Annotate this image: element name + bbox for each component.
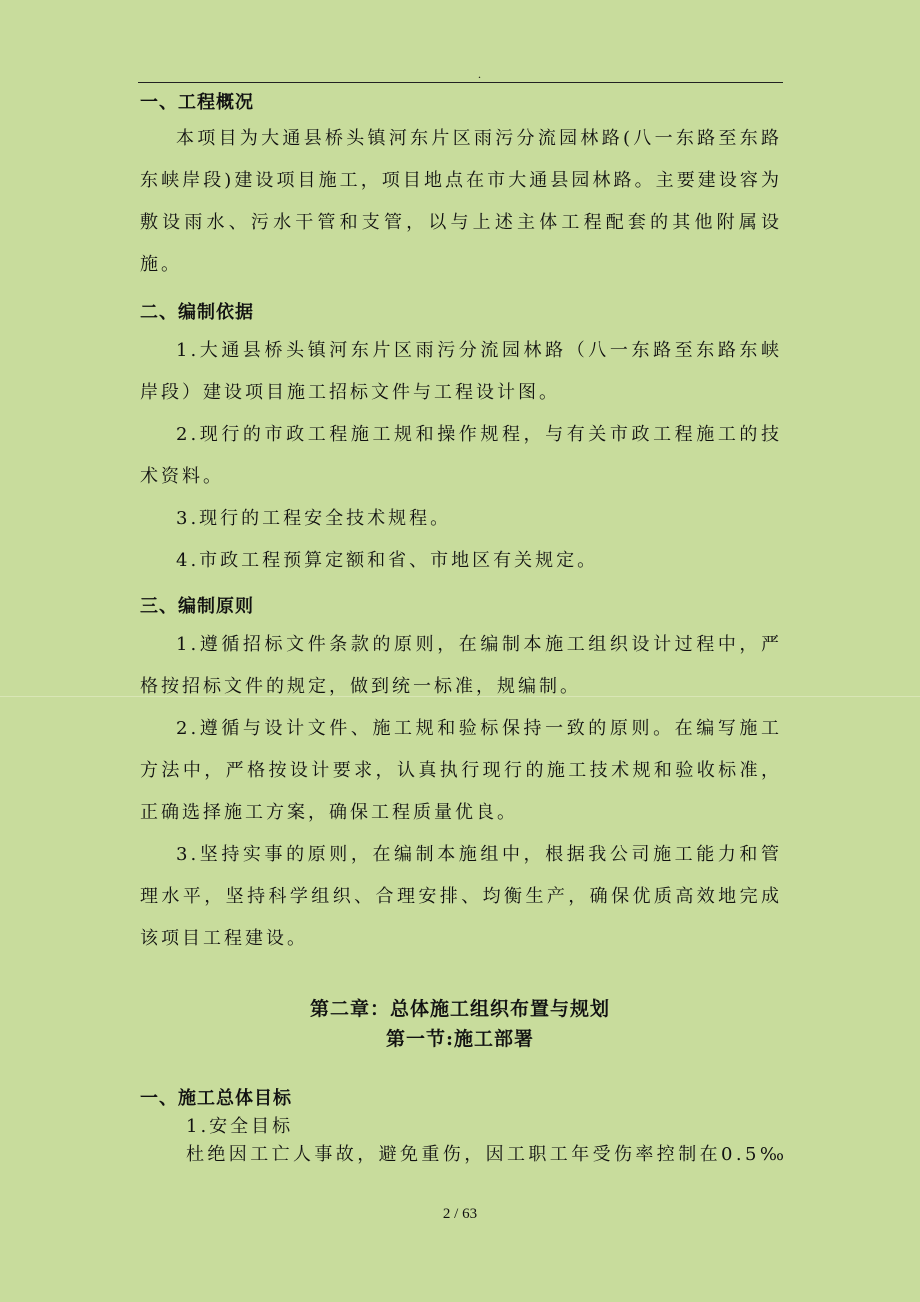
section-2-item: 4.市政工程预算定额和省、市地区有关规定。 [176,550,599,571]
section-2-item: 1.大通县桥头镇河东片区雨污分流园林路（八一东路至东路东峡岸段）建设项目施工招标文件与工程设计图。 [140,340,782,403]
section-3-item-2-block [140,708,782,834]
section-3-item: 2.遵循与设计文件、施工规和验标保持一致的原则。在编写施工方法中，严格按设计要求，认真执行现行的施工技术规和验收标准，正确选择施工方案，确保工程质量优良。 [140,718,782,823]
section-2-title: 二、编制依据 [140,302,254,323]
section-4-subtitle: 1.安全目标 [186,1116,294,1137]
section-3-title: 三、编制原则 [140,596,254,617]
section-1-title: 一、工程概况 [140,92,254,113]
page-number: 2 / 63 [442,1206,478,1222]
section-3-item-3-block [140,834,782,960]
section-1-body-block [140,118,782,286]
section-2-item-4-block [140,540,782,582]
section-3-item: 1.遵循招标文件条款的原则，在编制本施工组织设计过程中，严格按招标文件的规定，做到统一标准，规编制。 [140,634,782,697]
header-mark: . [478,67,481,81]
section-1-body: 本项目为大通县桥头镇河东片区雨污分流园林路(八一东路至东路东峡岸段)建设项目施工，项目地点在市大通县园林路。主要建设容为敷设雨水、污水干管和支管，以与上述主体工程配套的其他附属设施。 [140,128,782,275]
section-2-item-1-block [140,330,782,414]
section-2-item: 3.现行的工程安全技术规程。 [176,508,452,529]
section-4-text: 杜绝因工亡人事故，避免重伤，因工职工年受伤率控制在0.5‰ [186,1144,788,1165]
section-3-item-1-block [140,624,782,708]
section-heading: 第一节:施工部署 [385,1028,534,1050]
section-3-item: 3.坚持实事的原则，在编制本施组中，根据我公司施工能力和管理水平，坚持科学组织、合理安排、均衡生产，确保优质高效地完成该项目工程建设。 [140,844,782,949]
chapter-title: 第二章：总体施工组织布置与规划 [309,998,610,1020]
section-2-item-2-block [140,414,782,498]
section-2-item: 2.现行的市政工程施工规和操作规程，与有关市政工程施工的技术资料。 [140,424,782,487]
section-4-title: 一、施工总体目标 [140,1088,292,1109]
section-2-item-3-block [140,498,782,540]
header-rule [138,82,783,83]
